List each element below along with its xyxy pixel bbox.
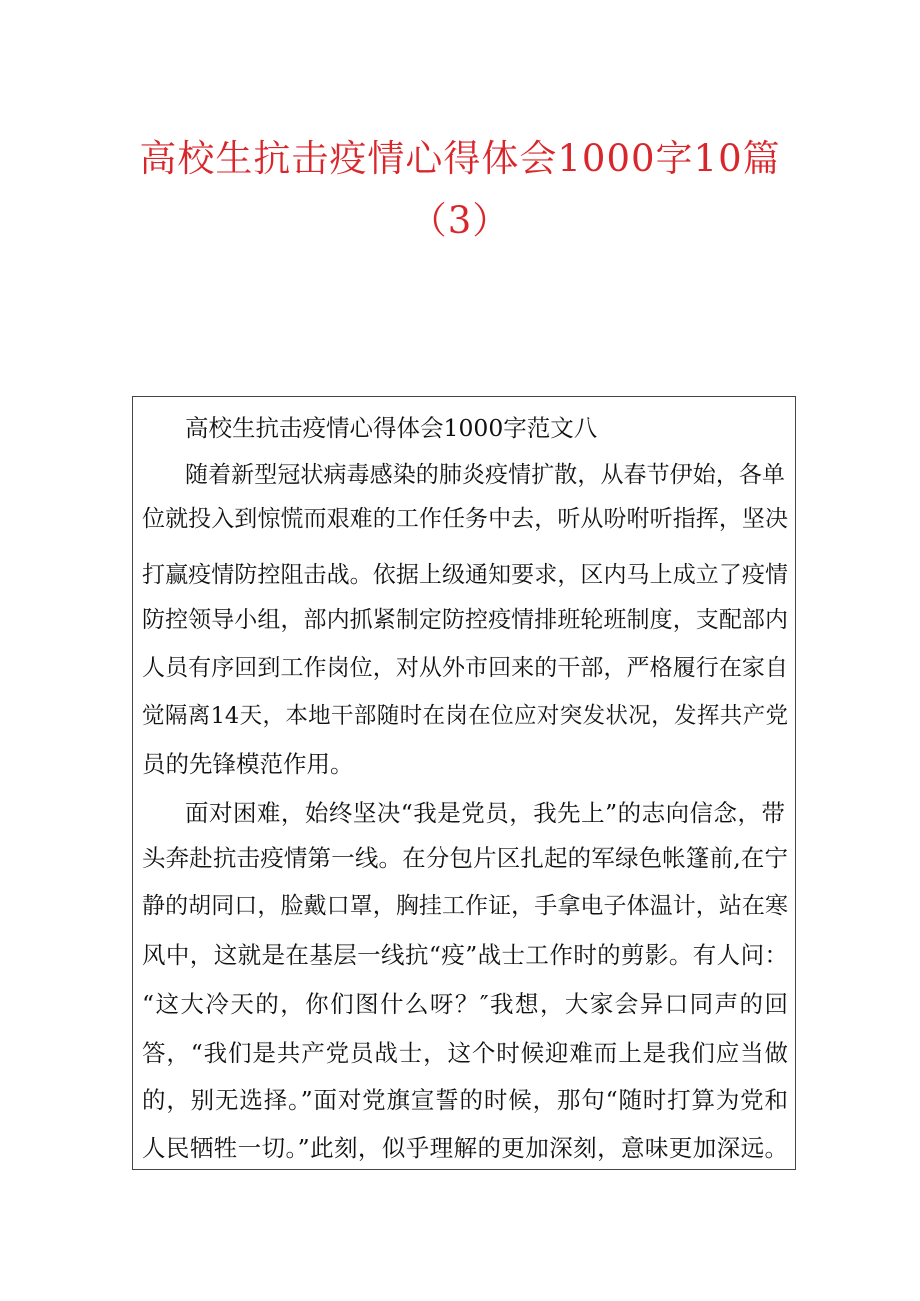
paragraph-2-line: 面对困难，始终坚决“我是党员，我先上”的志向信念，带 [185, 799, 785, 827]
paragraph-2-line: 答，“我们是共产党员战士，这个时候迎难而上是我们应当做 [142, 1039, 788, 1067]
paragraph-1-line: 随着新型冠状病毒感染的肺炎疫情扩散，从春节伊始，各单 [185, 462, 785, 488]
document-title-line-2: （3） [409, 199, 511, 242]
section-heading: 高校生抗击疫情心得体会1000字范文八 [185, 414, 598, 442]
paragraph-2-line: “这大冷天的，你们图什么呀？″我想，大家会异口同声的回 [142, 990, 788, 1018]
document-title-line-1: 高校生抗击疫情心得体会1000字10篇 [139, 137, 781, 180]
paragraph-2-line: 的，别无选择。”面对党旗宣誓的时候，那句“随时打算为党和 [142, 1086, 788, 1114]
paragraph-1-line: 防控领导小组，部内抓紧制定防控疫情排班轮班制度，支配部内 [142, 607, 788, 633]
paragraph-1-line: 觉隔离14天，本地干部随时在岗在位应对突发状况，发挥共产党 [142, 703, 788, 729]
paragraph-1-line: 位就投入到惊慌而艰难的工作任务中去，听从吩咐听指挥，坚决 [142, 506, 788, 532]
paragraph-2-line: 静的胡同口，脸戴口罩，胸挂工作证，手拿电子体温计，站在寒 [142, 893, 788, 919]
paragraph-1-line: 打赢疫情防控阻击战。依据上级通知要求，区内马上成立了疫情 [142, 562, 788, 588]
paragraph-1-line: 员的先锋模范作用。 [142, 750, 354, 778]
paragraph-2-line: 头奔赴抗击疫情第一线。在分包片区扎起的军绿色帐篷前,在宁 [142, 844, 788, 872]
paragraph-2-line: 风中，这就是在基层一线抗“疫”战士工作时的剪影。有人问： [142, 941, 788, 969]
paragraph-1-line: 人员有序回到工作岗位，对从外市回来的干部，严格履行在家自 [142, 655, 788, 681]
paragraph-2-line: 人民牺牲一切。”此刻，似乎理解的更加深刻，意味更加深远。 [142, 1134, 788, 1162]
document-title [0, 128, 920, 252]
